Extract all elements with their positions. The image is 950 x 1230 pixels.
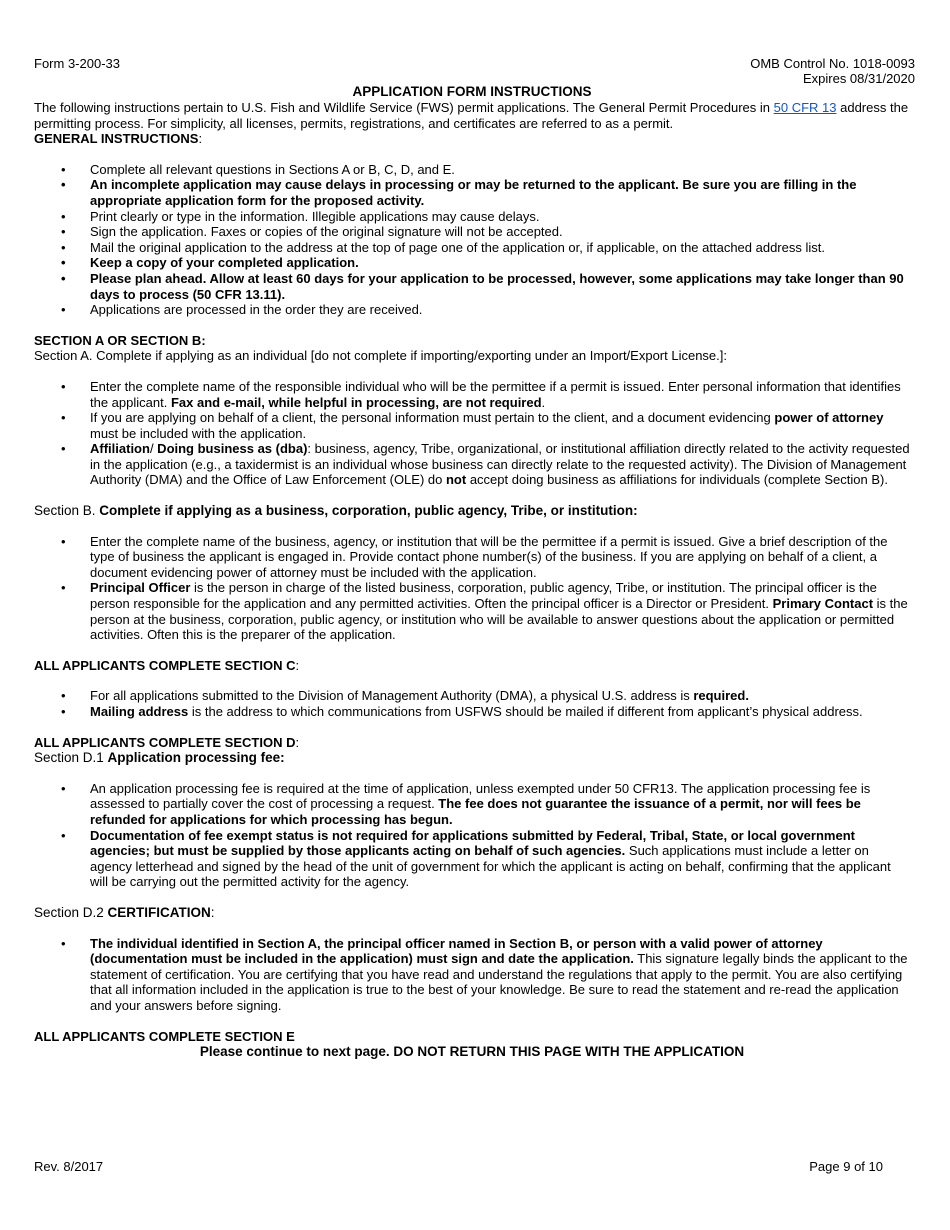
section-d-heading-text: ALL APPLICANTS COMPLETE SECTION D (34, 734, 296, 750)
section-e-heading: ALL APPLICANTS COMPLETE SECTION E (34, 1028, 295, 1044)
item-text: Section D.2 (34, 904, 108, 920)
item-text: Section B. (34, 503, 100, 519)
section-b-list (34, 534, 910, 643)
list-item: • Complete all relevant questions in Sections A or B, C, D, and E. (34, 162, 910, 178)
section-d1-list (34, 781, 910, 890)
item-bold-text: Primary Contact (772, 596, 874, 612)
list-item (34, 936, 910, 1014)
item-text: must be included with the application. (90, 425, 307, 441)
general-instructions-heading (34, 131, 910, 147)
intro-text: The following instructions pertain to U.S. Fish and Wildlife Service (FWS) permit applications. The General Permit Procedures in (34, 100, 774, 115)
spacer (34, 921, 910, 936)
heading-colon: : (295, 657, 300, 673)
instructions-body (34, 84, 910, 1060)
item-bold-text: Application processing fee: (107, 750, 285, 766)
spacer (34, 890, 910, 905)
item-text: This signature legally binds the applicant to the statement of certification. You are certifying that you have read and understand the regulations that apply to the permit. You are also certifying that all information included in the application is true to the best of your knowledge. Be sure to read the statement and re-read the application and your answers before signing. (90, 951, 908, 1013)
form-number: Form 3-200-33 (34, 56, 120, 71)
item-bold-text: Principal Officer (90, 580, 191, 596)
section-d-heading (34, 735, 910, 751)
item-bold-text: Mailing address (90, 704, 189, 719)
item-text: accept doing business as affiliations for individuals (complete Section B). (466, 472, 888, 488)
spacer (34, 720, 910, 735)
item-bold-text: Affiliation (90, 441, 150, 457)
section-d2-heading (34, 905, 910, 921)
spacer (34, 364, 910, 379)
item-bold-text: Documentation of fee exempt status is not required for applications submitted by Federal, Tribal, State, or local government agencies; but must be supplied by those applicants acting on behalf of such agencies. (90, 827, 855, 859)
item-text: Section D.1 (34, 750, 108, 766)
item-text: is the person at the business, corporation, public agency, or institution who will be available to answer questions about the application or permitted activities. Often this is the preparer of the application. (90, 596, 908, 643)
item-text: : business, agency, Tribe, organizational, or institutional affiliation directly related to the activity requested in the application (e.g., a taxidermist is an individual whose business can directly relate to the requested activity). The Division of Management Authority (DMA) and the Office of Law Enforcement (OLE) do (90, 441, 910, 488)
item-bold-text: CERTIFICATION (107, 904, 211, 920)
section-ab-heading: SECTION A OR SECTION B: (34, 332, 206, 348)
list-item (34, 580, 910, 642)
item-bold-text: required. (693, 688, 749, 704)
list-item: • Applications are processed in the order they are received. (34, 302, 910, 318)
list-item: • An incomplete application may cause delays in processing or may be returned to the applicant. Be sure you are filling in the appropriate application form for the proposed activity. (34, 177, 910, 208)
heading-colon: : (210, 904, 215, 920)
item-text: If you are applying on behalf of a client, the personal information must pertain to the client, and a document evidencing (90, 410, 775, 426)
item-bold-text: not (445, 472, 467, 488)
list-item (34, 781, 910, 828)
spacer (34, 1014, 910, 1029)
omb-info (750, 56, 915, 86)
section-c-heading (34, 658, 910, 674)
spacer (34, 318, 910, 333)
list-item: • Print clearly or type in the information. Illegible applications may cause delays. (34, 209, 910, 225)
item-text: An application processing fee is required at the time of application, unless exempted under 50 CFR13. The application processing fee is assessed to partially cover the cost of processing a request. (90, 780, 871, 812)
item-text: Enter the complete name of the responsible individual who will be the permittee if a permit is issued. Enter personal information that identifies the applicant. (90, 378, 901, 410)
general-instructions-list (34, 162, 910, 318)
list-item (34, 688, 910, 704)
item-text: is the person in charge of the listed business, corporation, public agency, Tribe, or institution. The principal officer is the person responsible for the application and any permitted activities. Often the principal officer is a Director or President. (90, 580, 877, 612)
item-text: Such applications must include a letter on agency letterhead and signed by the head of the unit of government for which the applicant is acting on behalf, confirming that the applicant will be carrying out the permitted activity for the agency. (90, 843, 891, 890)
item-text: is the address to which communications from USFWS should be mailed if different from applicant’s physical address. (188, 704, 863, 719)
intro-paragraph (34, 100, 910, 131)
item-bold-text: Doing business as (dba) (153, 441, 308, 457)
spacer (34, 673, 910, 688)
omb-control-number: OMB Control No. 1018-0093 (750, 56, 915, 71)
list-item (34, 704, 910, 720)
item-bold-text: Complete if applying as a business, corporation, public agency, Tribe, or institution: (99, 503, 638, 519)
spacer (34, 488, 910, 503)
item-bold-text: The individual identified in Section A, the principal officer named in Section B, or person with a valid power of attorney (documentation must be included in the application) must sign and date the application. (90, 935, 823, 967)
list-item: • Please plan ahead. Allow at least 60 days for your application to be processed, however, some applications may take longer than 90 days to process (50 CFR 13.11). (34, 271, 910, 302)
continue-notice: Please continue to next page. DO NOT RETURN THIS PAGE WITH THE APPLICATION (199, 1044, 745, 1060)
list-item (34, 828, 910, 890)
list-item: • Keep a copy of your completed application. (34, 255, 910, 271)
item-text: . (541, 394, 546, 410)
spacer (34, 147, 910, 162)
page-title: APPLICATION FORM INSTRUCTIONS (352, 84, 592, 99)
section-c-heading-text: ALL APPLICANTS COMPLETE SECTION C (34, 657, 296, 673)
list-item (34, 410, 910, 441)
heading-colon: : (198, 131, 203, 147)
spacer (34, 643, 910, 658)
spacer (34, 519, 910, 534)
general-heading-text: GENERAL INSTRUCTIONS (34, 131, 199, 147)
item-bold-text: The fee does not guarantee the issuance of a permit, nor will fees be refunded for applications for which processing has begun. (90, 796, 861, 827)
item-bold-text: Fax and e-mail, while helpful in processing, are not required (170, 394, 542, 410)
section-d2-list (34, 936, 910, 1014)
heading-colon: : (295, 734, 300, 750)
expiration-date: Expires 08/31/2020 (802, 71, 915, 86)
section-c-list (34, 688, 910, 719)
intro-text-end: address the permitting process. For simplicity, all licenses, permits, registrations, and certificates are referred to as a permit. (34, 100, 909, 131)
list-item (34, 441, 910, 488)
page-number: Page 9 of 10 (809, 1159, 883, 1174)
section-b-intro (34, 503, 910, 519)
item-text: / (149, 441, 154, 457)
list-item: • Enter the complete name of the business, agency, or institution that will be the permittee if a permit is issued. Give a brief description of the type of business the applicant is engaged in. Provide contact phone number(s) of the business. If you are applying on behalf of a client, a document evidencing power of attorney must be included with the application. (34, 534, 910, 581)
list-item (34, 379, 910, 410)
section-a-intro: Section A. Complete if applying as an individual [do not complete if importing/exporting under an Import/Export License.]: (34, 348, 727, 364)
spacer (34, 766, 910, 781)
item-bold-text: power of attorney (774, 410, 884, 426)
list-item: • Mail the original application to the address at the top of page one of the application or, if applicable, on the attached address list. (34, 240, 910, 256)
item-text: For all applications submitted to the Division of Management Authority (DMA), a physical U.S. address is (90, 688, 694, 704)
section-d1-heading (34, 750, 910, 766)
section-a-list (34, 379, 910, 488)
revision-date: Rev. 8/2017 (34, 1159, 104, 1174)
cfr-link[interactable]: 50 CFR 13 (773, 100, 837, 115)
list-item: • Sign the application. Faxes or copies of the original signature will not be accepted. (34, 224, 910, 240)
